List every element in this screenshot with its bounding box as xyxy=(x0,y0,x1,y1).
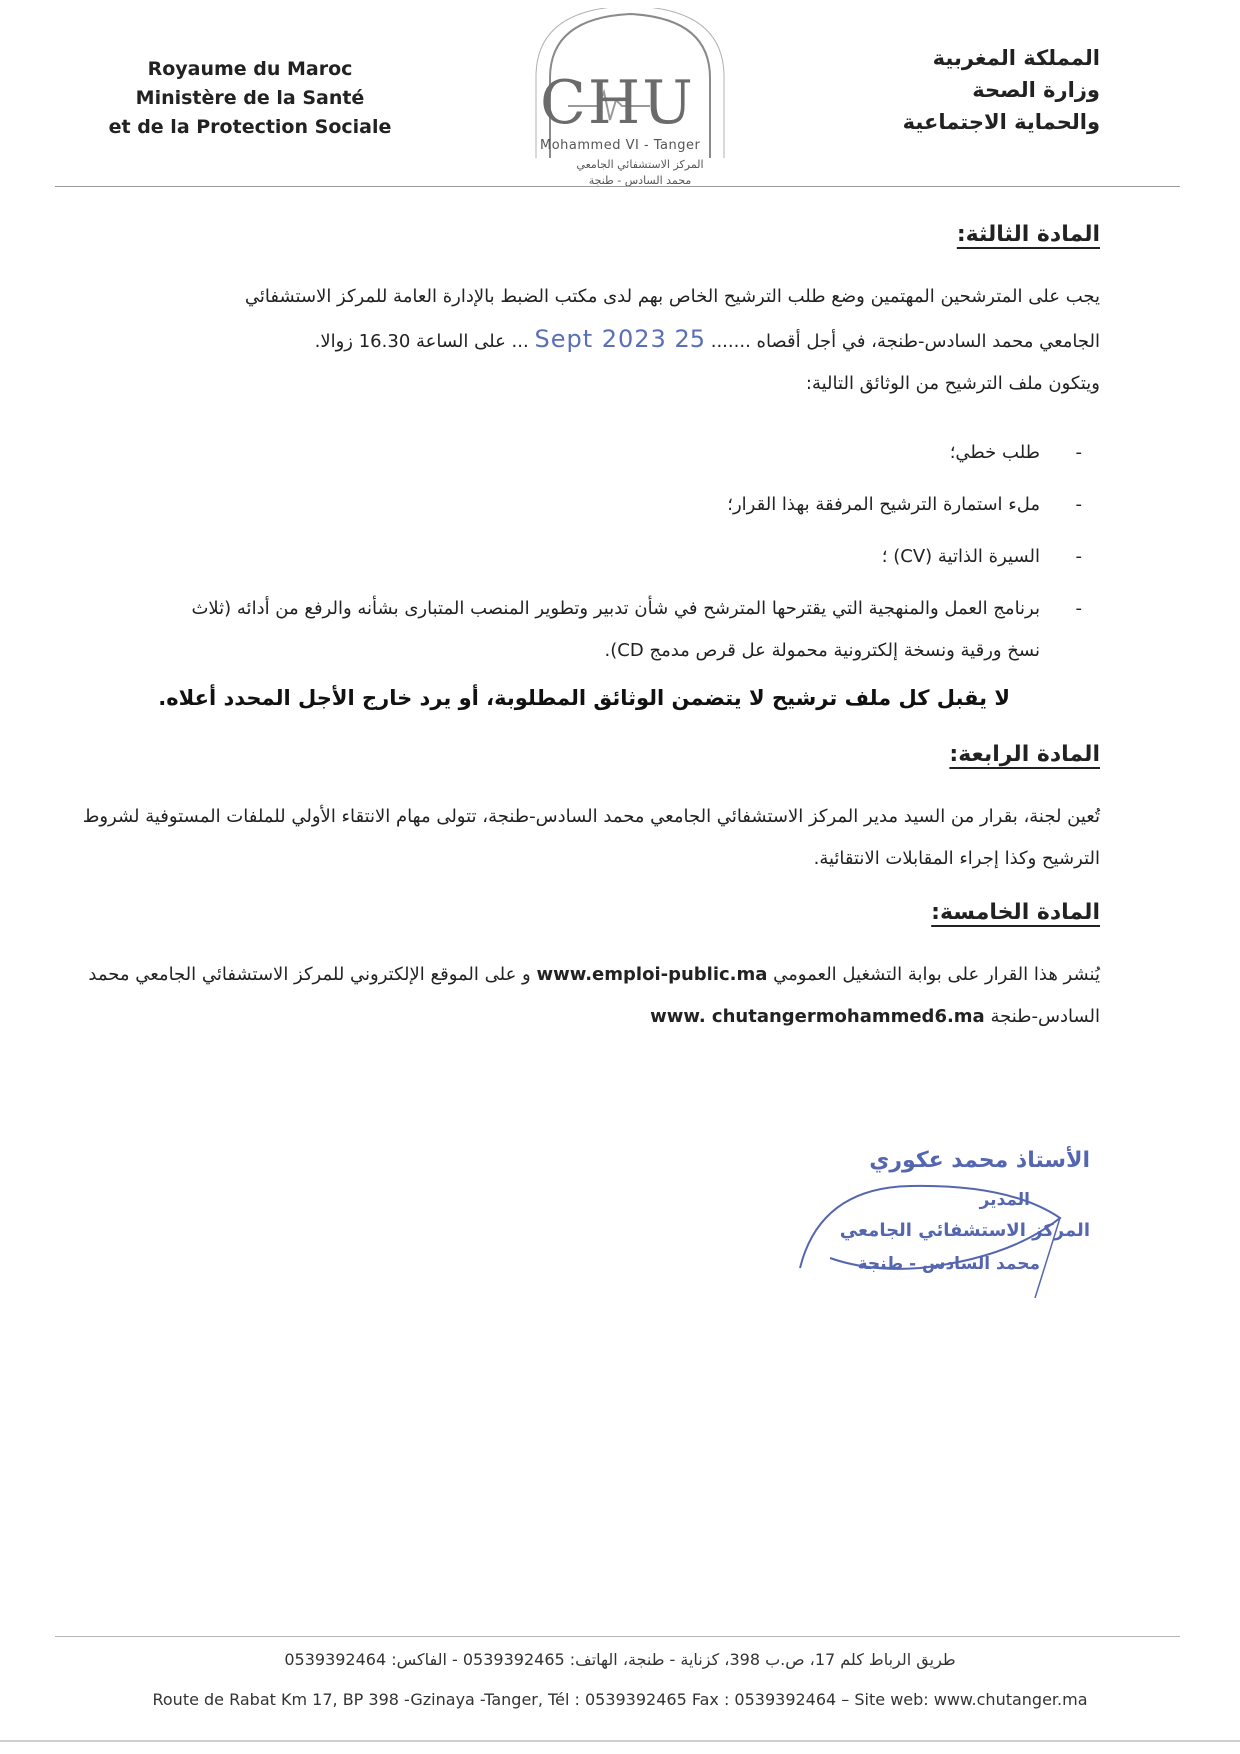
footer-divider xyxy=(55,1636,1180,1637)
header-fr-ministry: Ministère de la Santé xyxy=(135,87,365,109)
article3-line1: يجب على المترشحين المهتمين وضع طلب الترشيح الخاص بهم لدى مكتب الضبط بالإدارة العامة للمركز الاستشفائي xyxy=(244,286,1100,307)
header-french-block xyxy=(60,55,440,142)
logo-subtitle: Mohammed VI - Tanger xyxy=(540,138,701,153)
emploi-public-link[interactable]: www.emploi-public.ma xyxy=(536,964,768,985)
article3-warning: لا يقبل كل ملف ترشيح لا يتضمن الوثائق المطلوبة، أو يرد خارج الأجل المحدد أعلاه. xyxy=(158,686,1010,710)
article3-title: المادة الثالثة: xyxy=(956,222,1100,247)
article3-documents-intro: ويتكون ملف الترشيح من الوثائق التالية: xyxy=(805,373,1100,394)
scan-bottom-edge xyxy=(0,1740,1240,1742)
header-ar-social-protection: والحماية الاجتماعية xyxy=(902,110,1100,134)
logo-arabic-line1: المركز الاستشفائي الجامعي xyxy=(576,158,704,171)
header-ar-ministry: وزارة الصحة xyxy=(972,78,1100,102)
list-item: - طلب خطي؛ xyxy=(180,432,1100,474)
chu-website-link[interactable]: www. chutangermohammed6.ma xyxy=(650,1006,985,1027)
deadline-handwritten-date: 25 Sept 2023 xyxy=(534,325,705,353)
article5-text-middle: و على الموقع الإلكتروني للمركز الاستشفائي الجامعي محمد السادس-طنجة xyxy=(88,964,1100,1027)
article5-body xyxy=(40,954,1100,1038)
logo-arabic-line2: محمد السادس - طنجة xyxy=(588,174,692,187)
article5-text-before: يُنشر هذا القرار على بوابة التشغيل العمومي xyxy=(773,964,1100,985)
article4-body: تُعين لجنة، بقرار من السيد مدير المركز الاستشفائي الجامعي محمد السادس-طنجة، تتولى مهام الانتقاء الأولي للملفات المستوفية لشروط الترشيح وكذا إجراء المقابلات الانتقائية. xyxy=(82,806,1100,869)
stamp-institution: المركز الاستشفائي الجامعي xyxy=(839,1220,1090,1241)
director-stamp-signature xyxy=(760,1148,1090,1298)
list-item: - ملء استمارة الترشيح المرفقة بهذا القرار؛ xyxy=(180,484,1100,526)
article3-deadline-prefix: الجامعي محمد السادس-طنجة، في أجل أقصاه ....... xyxy=(710,331,1100,352)
header-fr-kingdom: Royaume du Maroc xyxy=(147,58,353,80)
chu-logo xyxy=(510,8,750,186)
article4-title: المادة الرابعة: xyxy=(949,742,1100,767)
list-item: - السيرة الذاتية (CV) ؛ xyxy=(180,536,1100,578)
footer-address-arabic: طريق الرباط كلم 17، ص.ب 398، كزناية - طنجة، الهاتف: 0539392465 - الفاكس: 0539392464 xyxy=(284,1650,956,1669)
footer-address-french: Route de Rabat Km 17, BP 398 -Gzinaya -Tanger, Tél : 0539392465 Fax : 0539392464 – Site web: www.chutanger.ma xyxy=(152,1690,1088,1709)
logo-chu-mark: CHU xyxy=(540,68,695,138)
article3-deadline-suffix: ... على الساعة 16.30 زوالا. xyxy=(314,331,529,352)
article3-line2 xyxy=(40,318,1100,363)
header-divider xyxy=(55,186,1180,187)
header-fr-social-protection: et de la Protection Sociale xyxy=(108,116,392,138)
header-arabic-block xyxy=(840,42,1100,138)
stamp-city: محمد السادس - طنجة xyxy=(857,1254,1040,1274)
signatory-title: المدير xyxy=(979,1190,1030,1210)
signatory-name: الأستاذ محمد عكوري xyxy=(869,1148,1090,1173)
article5-title: المادة الخامسة: xyxy=(931,900,1100,925)
list-item: - برنامج العمل والمنهجية التي يقترحها المترشح في شأن تدبير وتطوير المنصب المتبارى بشأنه والرفع من أدائه (ثلاث نسخ ورقية ونسخة إلكترونية محمولة عل قرص مدمج CD). xyxy=(180,588,1100,672)
article3-paragraph xyxy=(40,276,1100,405)
documents-list xyxy=(180,432,1100,682)
header-ar-kingdom: المملكة المغربية xyxy=(932,46,1100,70)
